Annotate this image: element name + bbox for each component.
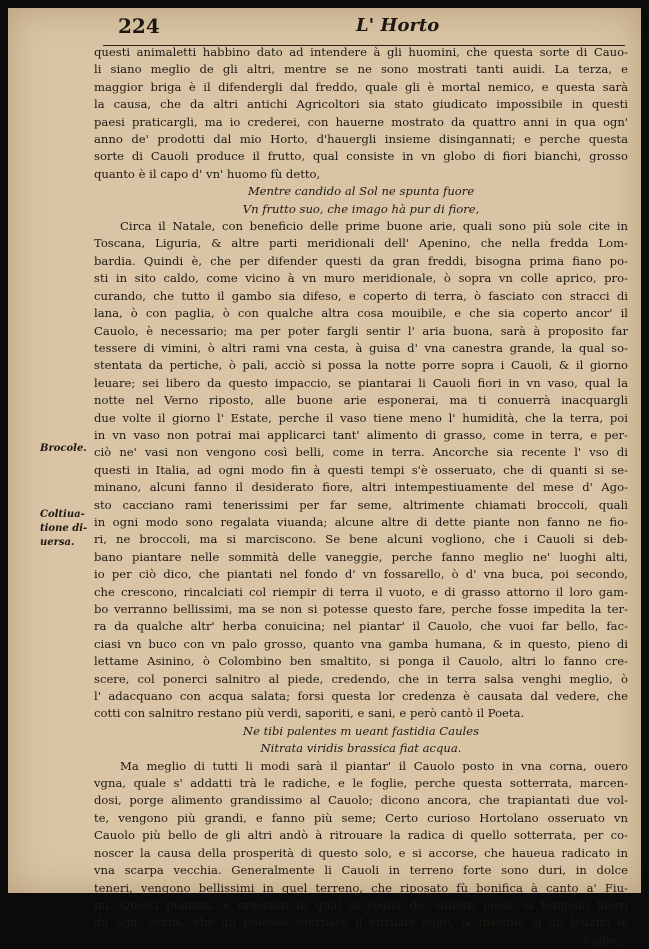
verse-line: Mentre candido al Sol ne spunta fuore — [247, 184, 475, 199]
text-line: bano piantare nelle sommità delle vaneggie, perche fanno meglio ne' luoghi alti, — [94, 549, 628, 564]
text-line: Ma meglio di tutti li modi sarà il piantar' il Cauolo posto in vna corna, ouero — [120, 758, 628, 773]
text-line: questi in Italia, ad ogni modo fin à questi tempi s'è osseruato, che di quanti si se- — [94, 462, 628, 477]
page-number: 224 — [118, 14, 160, 38]
margin-note-brocole: Brocole. — [40, 443, 87, 454]
text-line: lana, ò con paglia, ò con qualche altra cosa mouibile, e che sia coperto ancor' il — [94, 306, 628, 321]
text-line: noscer la causa della prosperità di questo solo, e si accorse, che haueua radicato in — [94, 845, 628, 860]
verse-line: Vn frutto suo, che imago hà pur di fiore, — [242, 201, 480, 216]
text-line: teneri, vengono bellissimi in quel terreno, che riposato fù bonifica à canto a' Fiu- — [94, 880, 628, 895]
running-head — [8, 14, 641, 44]
text-line: bardia. Quindi è, che per difender questi da gran freddi, bisogna prima fiano po- — [94, 253, 628, 268]
book-page — [8, 8, 641, 947]
text-line: anno de' prodotti dal mio Horto, d'hauergli insieme disingannati; e perche questa — [94, 132, 628, 147]
body-text — [94, 44, 628, 949]
text-line: vna scarpa vecchia. Generalmente li Cauoli in terreno forte sono duri, in dolce — [94, 863, 628, 878]
text-line: dosi, porge alimento grandissimo al Cauolo; dicono ancora, che trapiantati due vol- — [94, 793, 628, 808]
text-line: bo verranno bellissimi, ma se non si potesse questo fare, perche fosse impedita la ter- — [94, 602, 628, 616]
text-line: mi. Questi piantati, e cresciuti in qual si voglia de' sudetti modi, si tengono liberi — [94, 897, 628, 912]
text-line: quanto è il capo d' vn' huomo fù detto, — [94, 166, 321, 181]
text-line: io per ciò dico, che piantati nel fondo d' vn fossarello, ò d' vna buca, poi secondo, — [94, 567, 628, 582]
text-line: questi animaletti habbino dato ad intendere à gli huomini, che questa sorte di Cauo- — [94, 45, 628, 59]
text-line: sti in sito caldo, come vicino à vn muro meridionale, ò sopra vn colle aprico, pro- — [94, 271, 628, 286]
verse-line: Ne tibi palentes m ueant fastidia Caules — [242, 723, 480, 738]
text-line: leuare; sei libero da questo impaccio, se piantarai li Cauoli fiori in vn vaso, qual la — [94, 375, 628, 390]
text-line: Circa il Natale, con beneficio delle prime buone arie, quali sono più sole cite in — [120, 219, 628, 234]
text-line: ciò ne' vasi non vengono così belli, come in terra. Ancorche sia recente l' vso di — [94, 445, 628, 460]
margin-note-coltivazione-2: tione di- — [40, 523, 88, 534]
text-line: ri, ne broccoli, ma si marciscono. Se bene alcuni vogliono, che i Cauoli si deb- — [94, 532, 628, 547]
text-line: stentata da pertiche, ò pali, acciò si possa la notte porre sopra i Cauoli, & il giorno — [94, 358, 628, 373]
running-title: L' Horto — [356, 15, 440, 36]
text-line: sorte di Cauoli produce il frutto, qual consiste in vn globo di fiori bianchi, grosso — [94, 149, 628, 164]
text-line: ciasi vn buco con vn palo grosso, quanto vna gamba humana, & in questo, pieno di — [94, 636, 628, 651]
text-line: lettame Asinino, ò Colombino ben smaltito, si ponga il Cauolo, altri lo fanno cre- — [94, 654, 628, 669]
text-line: Cauolo, è necessario; ma per poter fargli sentir l' aria buona, sarà à proposito far — [94, 323, 628, 338]
text-line: minano, alcuni fanno il desiderato fiore, altri intempestiuamente del mese d' Ago- — [94, 480, 628, 495]
text-line: sto cacciano rami tenerissimi per far seme, altrimente chiamati broccoli, quali — [94, 497, 628, 512]
text-line: te, vengono più grandi, e fanno più seme; Certo curioso Hortolano osseruato vn — [94, 810, 628, 825]
text-line: Cauolo più bello de gli altri andò à ritrouare la radica di quello sotterrata, per co- — [94, 828, 628, 843]
text-line: in ogni modo sono regalata viuanda; alcune altre di dette piante non fanno ne fio- — [94, 514, 628, 529]
catchword: foglie, — [583, 932, 620, 947]
text-line: Toscana, Liguria, & altre parti meridionali dell' Apenino, che nella fredda Lom- — [94, 236, 628, 251]
text-line: la causa, che da altri antichi Agricoltori sia stato giudicato impossibile in questi — [94, 97, 628, 112]
text-line: paesi praticargli, ma io crederei, con hauerne mostrato da quattro anni in qua ogn' — [94, 114, 628, 129]
text-line: vgna, quale s' addatti trà le radiche, e le foglie, perche questa sotterrata, marcen- — [94, 776, 628, 791]
text-line: l' adacquano con acqua salata; forsi questa lor credenza è causata dal vedere, che — [94, 689, 628, 704]
text-line: notte nel Verno riposto, alle buone arie esponerai, ma ti conuerrà inacquargli — [94, 393, 628, 408]
margin-note-coltivazione-3: uersa. — [40, 537, 75, 548]
text-line: da ogn' herba, che gli potesse vsurpare il virtuale sugo, & insieme si gli leuano le — [94, 915, 628, 930]
text-line: li siano meglio de gli altri, mentre se ne sono mostrati tanti auidi. La terza, e — [94, 62, 628, 77]
text-line: due volte il giorno l' Estate, perche il vaso tiene meno l' humidità, che la terra, poi — [94, 410, 628, 425]
verse-line: Nitrata viridis brassica fiat acqua. — [260, 741, 462, 756]
text-line: in vn vaso non potrai mai applicarci tant' alimento di grasso, come in terra, e per- — [94, 427, 628, 442]
text-line: curando, che tutto il gambo sia difeso, e coperto di terra, ò fasciato con stracci di — [94, 288, 628, 303]
text-line: scere, col ponerci salnitro al piede, credendo, che in terra salsa venghi meglio, ò — [94, 671, 628, 686]
text-line: ra da qualche altr' herba conuicina; nel piantar' il Cauolo, che vuoi far bello, fac- — [94, 619, 628, 634]
text-line: cotti con salnitro restano più verdi, saporiti, e sani, e però cantò il Poeta. — [94, 706, 525, 721]
text-line: tessere di vimini, ò altri rami vna cesta, à guisa d' vna canestra grande, la qual so- — [94, 340, 628, 355]
text-line: che crescono, rincalciati col riempir di terra il vuoto, e di grasso attorno il loro gam- — [94, 584, 628, 599]
margin-note-coltivazione-1: Coltiua- — [40, 509, 85, 520]
text-line: maggior briga è il difendergli dal freddo, quale gli è mortal nemico, e questa sarà — [94, 79, 628, 94]
